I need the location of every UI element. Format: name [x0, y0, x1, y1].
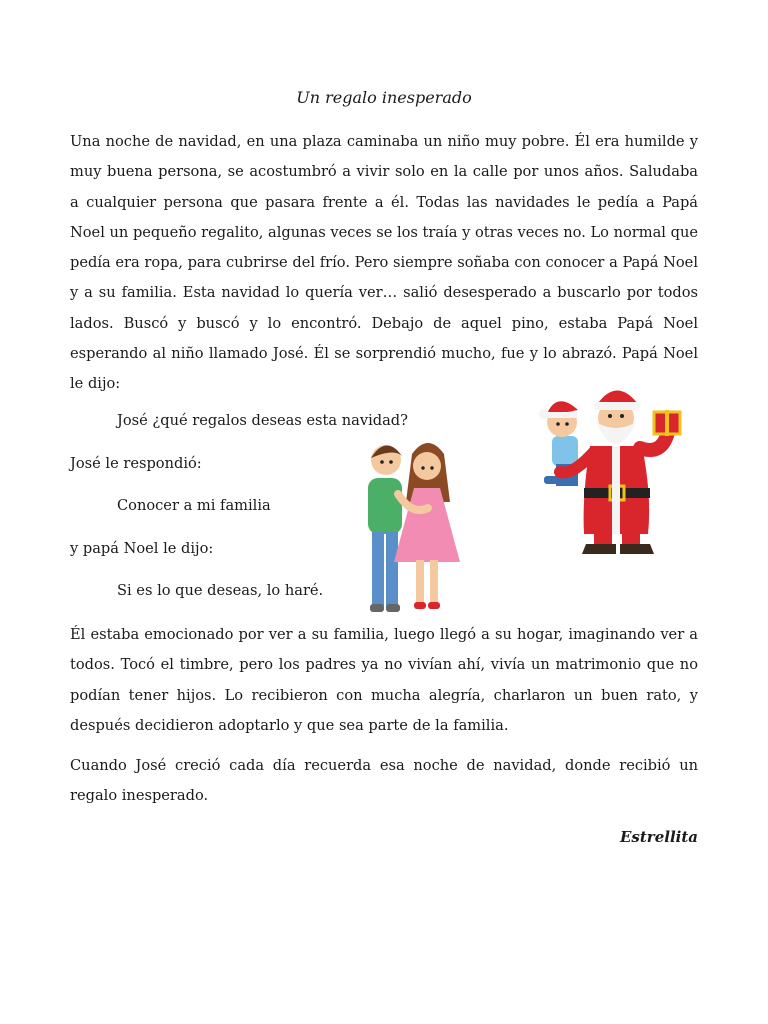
coat-trim — [612, 446, 620, 534]
dialog-question: José ¿qué regalos deseas esta navidad? — [117, 412, 408, 429]
paragraph-intro-text: Una noche de navidad, en una plaza caminaba un niño muy pobre. Él era humilde y muy buena persona, se acostumbró a vivir solo en la calle por unos años. Saludaba a cualquier persona que pasara frente a él. Todas las navidades le pedía a Papá Noel un pequeño regalito, algunas veces se los traía y otras veces no. Lo normal que pedía era ropa, para cubrirse del frío. Pero siempre soñaba con conocer a Papá Noel y a su familia. Esta navidad lo quería ver… salió desesperado a buscarlo por todos lados. Buscó y buscó y lo encontró. Debajo de aquel pino, estaba Papá Noel esperando al niño llamado José. Él se sorprendió mucho, fue y lo abrazó. Papá Noel le dijo: — [70, 133, 698, 393]
couple-illustration — [342, 432, 474, 622]
woman-face — [413, 452, 441, 480]
boy-shirt — [552, 436, 578, 466]
dialog-reply: Si es lo que deseas, lo haré. — [117, 582, 324, 599]
santa-boot-right — [620, 544, 654, 554]
santa-boot-left — [582, 544, 616, 554]
man-shirt — [368, 478, 402, 534]
santa-with-boy-illustration — [512, 376, 708, 560]
papa-said-line: y papá Noel le dijo: — [70, 540, 214, 557]
man-jeans-right — [386, 532, 398, 606]
paragraph-ending: Cuando José creció cada día recuerda esa noche de navidad, donde recibió un regalo inesperado. — [70, 757, 698, 805]
paragraph-home: Él estaba emocionado por ver a su familia, luego llegó a su hogar, imaginando ver a todos. Tocó el timbre, pero los padres ya no vivían ahí, vivía un matrimonio que no podían tener hijos. Lo recibieron con mucha alegría, charlaron un buen rato, y después decidieron adoptarlo y que sea parte de la familia. — [70, 626, 698, 734]
author-signature: Estrellita — [620, 828, 698, 846]
man-jeans-left — [372, 532, 384, 606]
paragraph-intro — [70, 127, 698, 400]
dialog-answer: Conocer a mi familia — [117, 497, 271, 514]
jose-responded-line: José le respondió: — [70, 455, 202, 472]
story-title: Un regalo inesperado — [296, 88, 472, 107]
